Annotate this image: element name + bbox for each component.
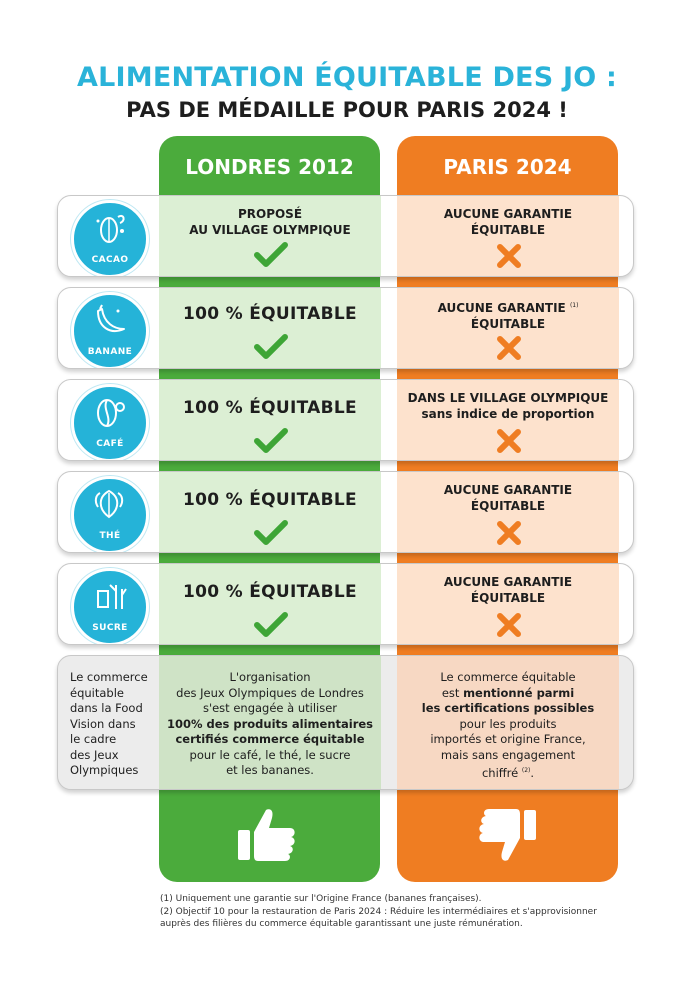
cross-icon	[496, 428, 522, 454]
check-icon	[254, 242, 288, 268]
paris-text-line: AUCUNE GARANTIE	[443, 207, 573, 221]
paris-text-line: ÉQUITABLE	[470, 317, 546, 331]
london-text: 100 % ÉQUITABLE	[183, 582, 357, 602]
summary-side-text	[70, 670, 160, 779]
paris-column-header: PARIS 2024	[443, 155, 572, 179]
london-column-header: LONDRES 2012	[185, 155, 354, 179]
product-badge-sucre	[71, 568, 149, 645]
row-summary	[57, 655, 634, 790]
paris-text	[397, 574, 619, 606]
product-badge-banane	[71, 292, 149, 369]
paris-text	[397, 390, 619, 422]
coffee-bean-icon	[92, 395, 128, 429]
check-icon	[254, 428, 288, 454]
product-label: THÉ	[99, 531, 121, 541]
cross-icon	[496, 335, 522, 361]
london-text-line: AU VILLAGE OLYMPIQUE	[189, 223, 351, 237]
footnote-2-cont: auprès des filières du commerce équitable garantissant une juste rémunération.	[160, 919, 523, 929]
side-line: des Jeux	[70, 747, 119, 762]
paris-summary-line: Le commerce équitable	[440, 670, 576, 684]
title-line-2: PAS DE MÉDAILLE POUR PARIS 2024 !	[126, 98, 568, 122]
row-banane	[57, 287, 634, 369]
paris-summary	[397, 670, 619, 781]
footnote-1: (1) Uniquement une garantie sur l'Origine France (bananes françaises).	[160, 894, 482, 904]
side-line: Olympiques	[70, 763, 139, 777]
row-the	[57, 471, 634, 553]
thumbs-down-icon	[476, 808, 538, 864]
paris-text-line: DANS LE VILLAGE OLYMPIQUE	[407, 391, 609, 405]
sugar-cane-icon	[92, 579, 128, 613]
cross-icon	[496, 612, 522, 638]
cross-icon	[496, 243, 522, 269]
paris-summary-emphasis: mentionné parmi	[463, 685, 575, 700]
banana-icon	[92, 303, 128, 337]
side-line: équitable	[70, 685, 124, 700]
footnote-ref-1: (1)	[569, 302, 579, 309]
paris-text-line: ÉQUITABLE	[470, 499, 546, 513]
london-summary-emphasis: certifiés commerce équitable	[175, 732, 365, 746]
london-summary-line: et les bananes.	[226, 763, 314, 777]
london-text-line: PROPOSÉ	[237, 207, 303, 221]
paris-summary-line: chiffré	[481, 765, 519, 780]
london-summary	[159, 670, 381, 779]
product-label: CACAO	[91, 255, 129, 265]
london-summary-emphasis: 100% des produits alimentaires	[166, 716, 374, 731]
london-summary-line: pour le café, le thé, le sucre	[189, 747, 351, 762]
paris-text-line: AUCUNE GARANTIE	[443, 575, 573, 589]
london-summary-line: s'est engagée à utiliser	[202, 701, 338, 715]
cacao-icon	[92, 211, 128, 245]
footnote-2: (2) Objectif 10 pour la restauration de Paris 2024 : Réduire les intermédiaires et s'approvisionner	[160, 907, 597, 917]
title-line-1: ALIMENTATION ÉQUITABLE DES JO :	[77, 62, 617, 93]
row-cafe	[57, 379, 634, 461]
row-cacao	[57, 195, 634, 277]
london-text: 100 % ÉQUITABLE	[183, 304, 357, 324]
paris-summary-line: mais sans engagement	[440, 747, 576, 762]
paris-text	[397, 298, 619, 332]
product-label: CAFÉ	[96, 439, 124, 449]
london-summary-line: L'organisation	[229, 670, 311, 684]
check-icon	[254, 520, 288, 546]
paris-summary-line: .	[530, 765, 535, 780]
paris-summary-line: pour les produits	[459, 716, 557, 731]
paris-text-line: sans indice de proportion	[421, 407, 595, 421]
product-badge-cafe	[71, 384, 149, 461]
check-icon	[254, 612, 288, 638]
paris-text-line	[397, 298, 619, 316]
paris-text-line: AUCUNE GARANTIE	[443, 483, 573, 497]
thumbs-up-icon	[236, 806, 298, 862]
cross-icon	[496, 520, 522, 546]
check-icon	[254, 334, 288, 360]
paris-text	[397, 482, 619, 514]
row-sucre	[57, 563, 634, 645]
paris-summary-line: importés et origine France,	[430, 732, 586, 746]
paris-summary-emphasis: les certifications possibles	[421, 701, 595, 715]
side-line: le cadre	[70, 732, 117, 746]
paris-text-line-1: AUCUNE GARANTIE	[437, 301, 566, 315]
london-text: 100 % ÉQUITABLE	[183, 490, 357, 510]
london-summary-line: des Jeux Olympiques de Londres	[176, 685, 364, 700]
product-badge-the	[71, 476, 149, 553]
tea-leaf-icon	[92, 487, 128, 521]
side-line: Le commerce	[70, 670, 148, 684]
side-line: Vision dans	[70, 716, 136, 731]
paris-summary-line: est	[441, 685, 464, 700]
product-label: BANANE	[87, 347, 133, 357]
paris-text-line: ÉQUITABLE	[470, 591, 546, 605]
footnote-ref-2: (2)	[521, 767, 531, 774]
paris-text-line: ÉQUITABLE	[470, 223, 546, 237]
product-badge-cacao	[71, 200, 149, 277]
product-label: SUCRE	[92, 623, 128, 633]
london-text: 100 % ÉQUITABLE	[183, 398, 357, 418]
london-text	[159, 206, 381, 238]
paris-text	[397, 206, 619, 238]
side-line: dans la Food	[70, 701, 143, 715]
